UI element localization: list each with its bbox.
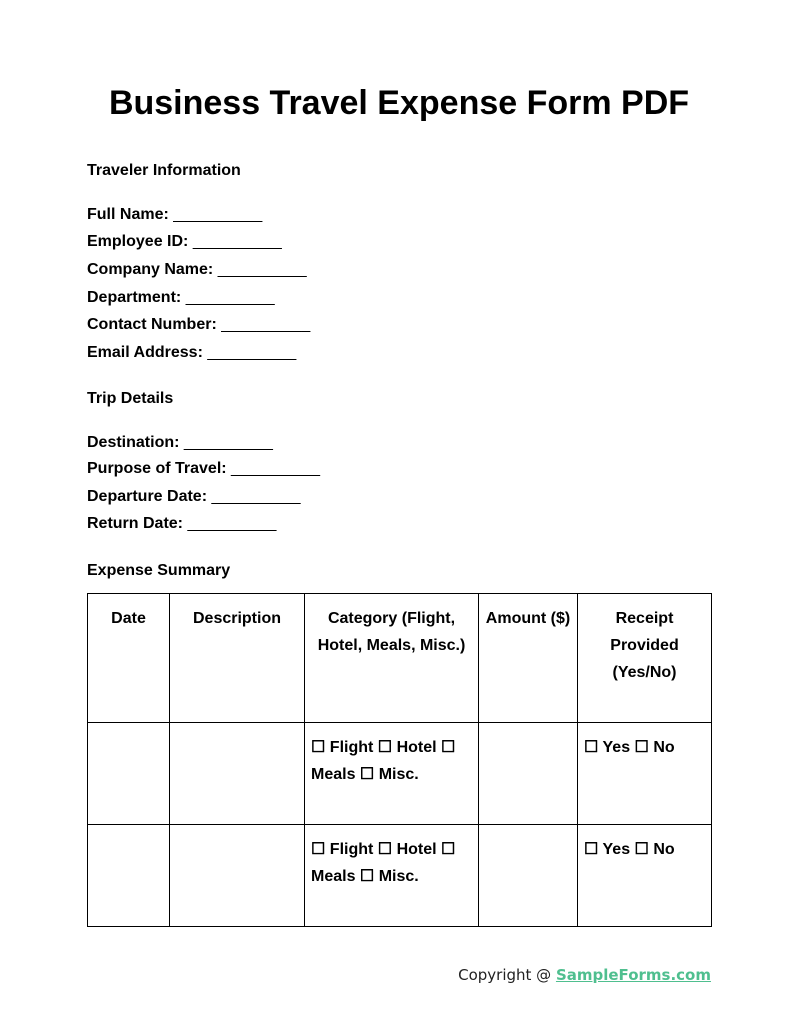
copyright-footer: Copyright @ SampleForms.com [458, 966, 711, 984]
column-header-amount: Amount ($) [479, 594, 578, 723]
amount-cell[interactable] [479, 825, 578, 927]
column-header-category: Category (Flight, Hotel, Meals, Misc.) [305, 594, 479, 723]
column-header-receipt: Receipt Provided (Yes/No) [578, 594, 712, 723]
field-department[interactable]: Department: __________ [87, 289, 275, 306]
amount-cell[interactable] [479, 723, 578, 825]
table-header-row [88, 594, 712, 723]
sampleforms-link[interactable]: SampleForms.com [555, 966, 711, 984]
section-heading-trip: Trip Details [87, 390, 174, 407]
field-return-date[interactable]: Return Date: __________ [87, 515, 277, 532]
description-cell[interactable] [170, 723, 305, 825]
field-contact-number[interactable]: Contact Number: __________ [87, 316, 311, 333]
receipt-checkboxes[interactable]: ☐ Yes ☐ No [578, 825, 712, 927]
field-email-address[interactable]: Email Address: __________ [87, 344, 297, 361]
section-heading-traveler: Traveler Information [87, 162, 241, 179]
field-company-name[interactable]: Company Name: __________ [87, 261, 307, 278]
table-row [88, 825, 712, 927]
date-cell[interactable] [88, 825, 170, 927]
column-header-description: Description [170, 594, 305, 723]
field-employee-id[interactable]: Employee ID: __________ [87, 233, 282, 250]
field-purpose[interactable]: Purpose of Travel: __________ [87, 460, 321, 477]
date-cell[interactable] [88, 723, 170, 825]
field-departure-date[interactable]: Departure Date: __________ [87, 488, 301, 505]
expense-table [87, 593, 712, 927]
page-title: Business Travel Expense Form PDF [108, 84, 690, 122]
receipt-checkboxes[interactable]: ☐ Yes ☐ No [578, 723, 712, 825]
section-heading-expense: Expense Summary [87, 562, 231, 579]
category-checkboxes[interactable]: ☐ Flight ☐ Hotel ☐ Meals ☐ Misc. [305, 723, 479, 825]
description-cell[interactable] [170, 825, 305, 927]
category-checkboxes[interactable]: ☐ Flight ☐ Hotel ☐ Meals ☐ Misc. [305, 825, 479, 927]
table-row [88, 723, 712, 825]
field-full-name[interactable]: Full Name: __________ [87, 206, 263, 223]
field-destination[interactable]: Destination: __________ [87, 434, 273, 451]
column-header-date: Date [88, 594, 170, 723]
